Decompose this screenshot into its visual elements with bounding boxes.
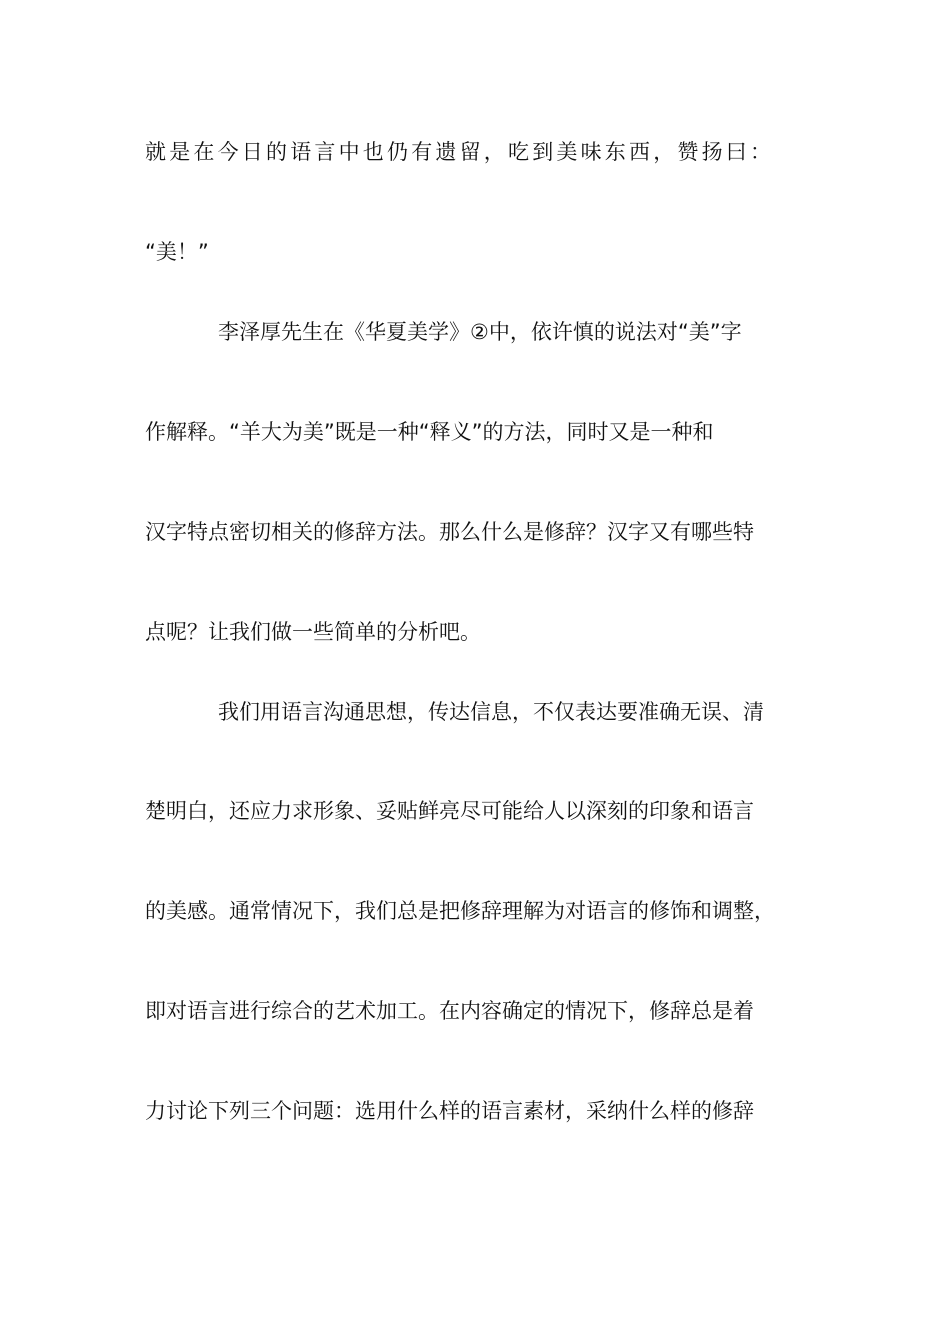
text-line: 汉字特点密切相关的修辞方法。那么什么是修辞？汉字又有哪些特 (145, 520, 754, 544)
text-line: 力讨论下列三个问题：选用什么样的语言素材，采纳什么样的修辞 (145, 1099, 754, 1123)
text-line: 作解释。“羊大为美”既是一种“释义”的方法，同时又是一种和 (145, 420, 714, 444)
paragraph-start-line: 我们用语言沟通思想，传达信息，不仅表达要准确无误、清 (218, 700, 764, 724)
text-line: “美！” (145, 240, 209, 264)
text-line: 即对语言进行综合的艺术加工。在内容确定的情况下，修辞总是着 (145, 999, 754, 1023)
text-line: 就是在今日的语言中也仍有遗留，吃到美味东西，赞扬曰： (145, 140, 775, 164)
text-line: 楚明白，还应力求形象、妥贴鲜亮尽可能给人以深刻的印象和语言 (145, 799, 754, 823)
paragraph-start-line: 李泽厚先生在《华夏美学》②中，依许慎的说法对“美”字 (218, 320, 742, 344)
text-line: 的美感。通常情况下，我们总是把修辞理解为对语言的修饰和调整， (145, 899, 775, 923)
text-line: 点呢？让我们做一些简单的分析吧。 (145, 620, 481, 644)
